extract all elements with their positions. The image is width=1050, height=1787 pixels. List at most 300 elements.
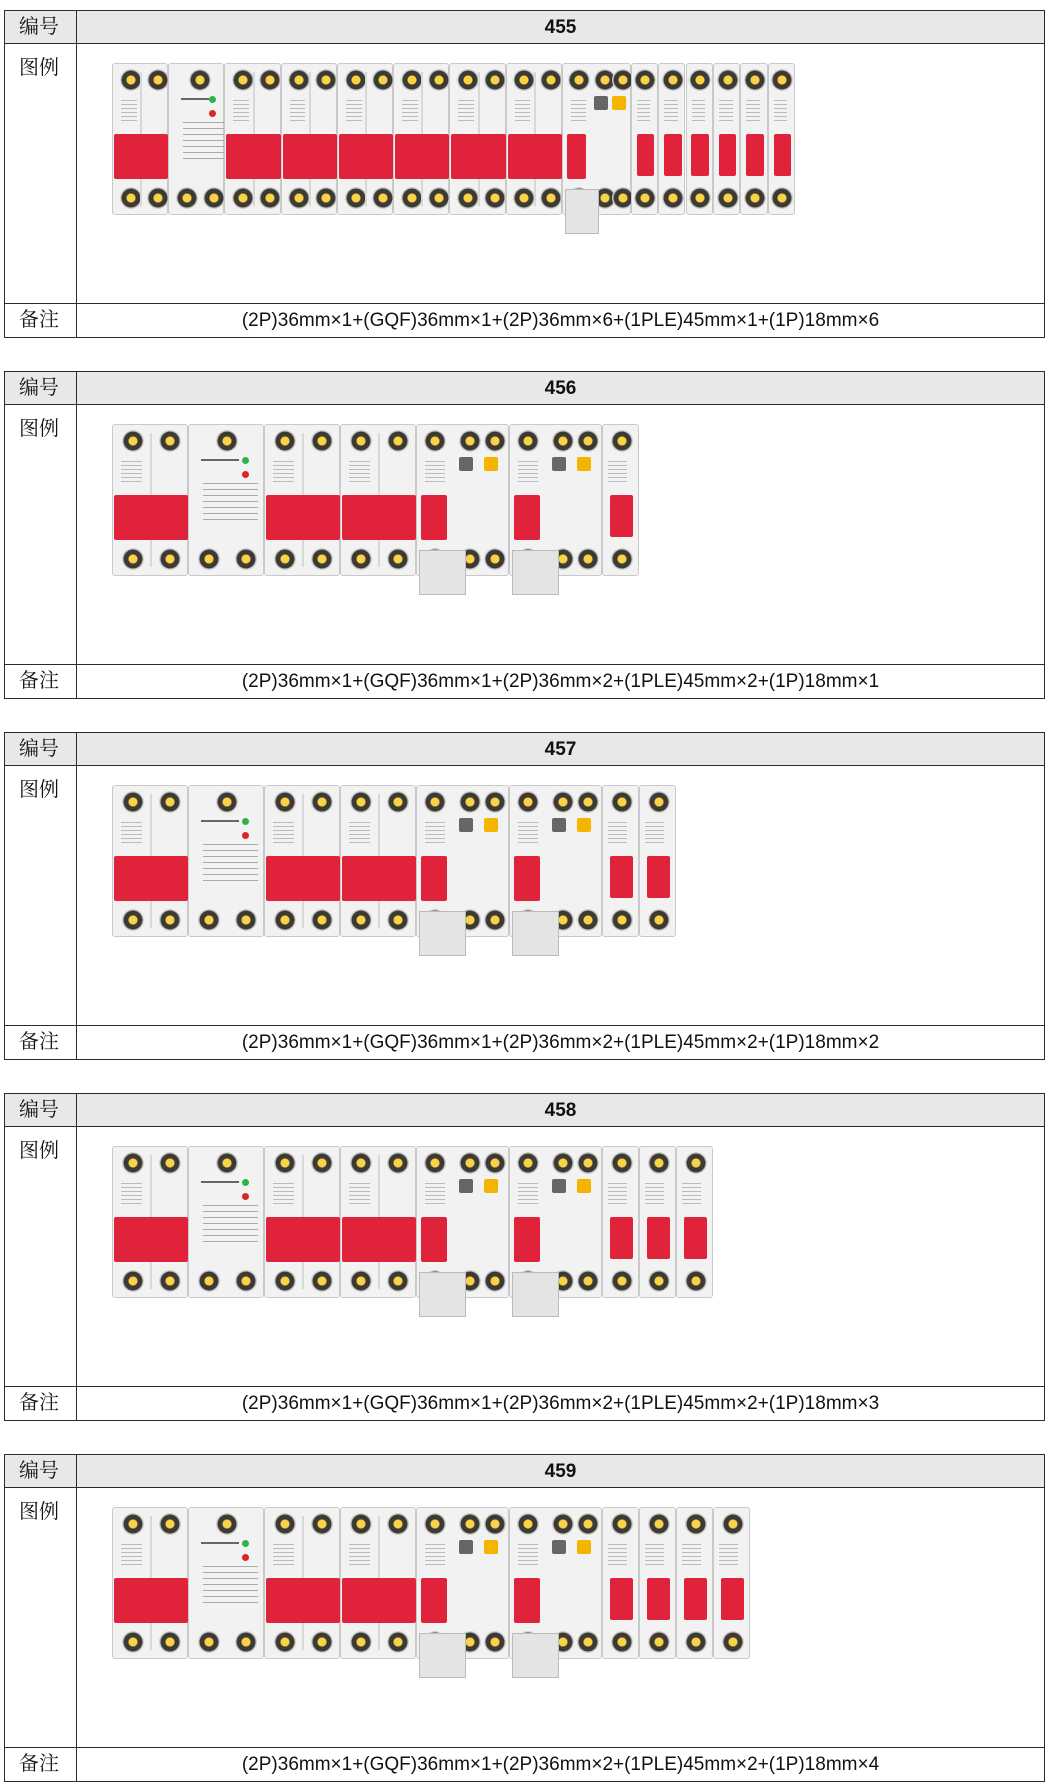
terminal-screw-icon <box>311 909 333 931</box>
terminal-screw-icon <box>147 187 169 209</box>
rating-label <box>273 461 294 483</box>
terminal-screw-icon <box>122 1631 144 1653</box>
test-button-icon <box>577 457 591 471</box>
rating-label <box>402 100 418 122</box>
terminal-screw-icon <box>122 1270 144 1292</box>
terminal-screw-icon <box>198 548 220 570</box>
terminal-screw-icon <box>611 1631 633 1653</box>
terminal-screw-icon <box>457 187 479 209</box>
breaker-2p <box>264 1507 340 1659</box>
terminal-screw-icon <box>311 791 333 813</box>
switch-handle <box>421 1578 447 1623</box>
switch-handle <box>610 495 634 537</box>
switch-handle <box>114 134 168 179</box>
terminal-screw-icon <box>274 430 296 452</box>
terminal-screw-icon <box>689 187 711 209</box>
leakage-module <box>565 189 599 234</box>
number-value: 457 <box>544 739 577 760</box>
number-label: 编号 <box>5 1455 77 1487</box>
figure-row <box>5 1488 1044 1748</box>
terminal-screw-icon <box>577 1631 599 1653</box>
terminal-screw-icon <box>315 69 337 91</box>
terminal-screw-icon <box>611 909 633 931</box>
test-button-icon <box>484 1179 498 1193</box>
terminal-screw-icon <box>387 548 409 570</box>
terminal-screw-icon <box>484 548 506 570</box>
table-459 <box>4 1454 1045 1782</box>
power-led-icon <box>209 96 216 103</box>
protect-led-icon <box>242 471 249 478</box>
breaker-1p <box>639 1507 676 1659</box>
protect-led-icon <box>242 1554 249 1561</box>
terminal-screw-icon <box>159 548 181 570</box>
table-457 <box>4 732 1045 1060</box>
rating-label <box>719 100 733 122</box>
terminal-screw-icon <box>235 1631 257 1653</box>
terminal-screw-icon <box>484 1631 506 1653</box>
switch-handle <box>514 1217 540 1262</box>
terminal-screw-icon <box>345 69 367 91</box>
terminal-screw-icon <box>459 791 481 813</box>
terminal-screw-icon <box>311 1631 333 1653</box>
switch-handle <box>514 856 540 901</box>
breaker-1p <box>602 1146 639 1298</box>
rating-label <box>608 461 627 483</box>
power-led-icon <box>242 457 249 464</box>
switch-handle <box>283 134 337 179</box>
breaker-2p <box>224 63 280 215</box>
breaker-2p <box>264 424 340 576</box>
switch-handle <box>342 495 416 540</box>
breaker-2p <box>340 424 416 576</box>
terminal-screw-icon <box>350 791 372 813</box>
rating-label <box>273 1544 294 1566</box>
table-455 <box>4 10 1045 338</box>
breaker-1p <box>713 1507 750 1659</box>
power-led-icon <box>242 1540 249 1547</box>
figure-label: 图例 <box>5 1488 77 1747</box>
breaker-2p <box>340 785 416 937</box>
terminal-screw-icon <box>274 909 296 931</box>
leakage-module <box>512 1633 559 1678</box>
note-value: (2P)36mm×1+(GQF)36mm×1+(2P)36mm×2+(1PLE)45mm×2+(1P)18mm×2 <box>241 1032 880 1053</box>
terminal-screw-icon <box>744 187 766 209</box>
breaker-gqf <box>188 785 264 937</box>
number-label: 编号 <box>5 1094 77 1126</box>
header-row <box>5 11 1044 44</box>
terminal-screw-icon <box>203 187 225 209</box>
leakage-module <box>512 550 559 595</box>
figure-row <box>5 766 1044 1026</box>
terminal-screw-icon <box>387 1152 409 1174</box>
test-button-icon <box>577 1540 591 1554</box>
terminal-screw-icon <box>198 1270 220 1292</box>
power-led-icon <box>242 818 249 825</box>
note-row <box>5 665 1044 698</box>
rating-label <box>774 100 788 122</box>
switch-handle <box>610 1578 634 1620</box>
breaker-1p <box>602 785 639 937</box>
terminal-screw-icon <box>552 430 574 452</box>
breaker-1ple <box>509 785 602 937</box>
spec-text <box>183 122 223 164</box>
breaker-gqf <box>188 1146 264 1298</box>
figure-row <box>5 1127 1044 1387</box>
number-label: 编号 <box>5 372 77 404</box>
terminal-screw-icon <box>216 430 238 452</box>
terminal-screw-icon <box>722 1631 744 1653</box>
terminal-screw-icon <box>122 791 144 813</box>
terminal-screw-icon <box>232 187 254 209</box>
terminal-screw-icon <box>401 187 423 209</box>
terminal-screw-icon <box>611 791 633 813</box>
terminal-screw-icon <box>350 1513 372 1535</box>
rating-label <box>349 1544 370 1566</box>
switch-handle <box>691 134 709 176</box>
breaker-1ple <box>416 1146 509 1298</box>
terminal-screw-icon <box>274 1270 296 1292</box>
breaker-2p <box>112 785 188 937</box>
terminal-screw-icon <box>122 430 144 452</box>
breaker-gqf <box>188 424 264 576</box>
terminal-screw-icon <box>350 430 372 452</box>
switch-handle <box>266 1217 340 1262</box>
terminal-screw-icon <box>484 69 506 91</box>
header-row <box>5 733 1044 766</box>
switch-handle <box>114 495 188 540</box>
terminal-screw-icon <box>577 909 599 931</box>
reset-button-icon <box>459 1540 473 1554</box>
rating-label <box>425 1183 445 1205</box>
terminal-screw-icon <box>685 1631 707 1653</box>
rating-label <box>746 100 760 122</box>
test-button-icon <box>612 96 626 110</box>
figure-cell <box>77 1127 1044 1386</box>
terminal-screw-icon <box>771 187 793 209</box>
breaker-1p <box>713 63 740 215</box>
note-label: 备注 <box>5 1748 77 1781</box>
terminal-screw-icon <box>235 548 257 570</box>
breaker-2p <box>449 63 505 215</box>
rating-label <box>719 1544 738 1566</box>
terminal-screw-icon <box>771 69 793 91</box>
breaker-1p <box>639 1146 676 1298</box>
note-label: 备注 <box>5 304 77 337</box>
terminal-screw-icon <box>274 1513 296 1535</box>
terminal-screw-icon <box>577 1270 599 1292</box>
terminal-screw-icon <box>577 548 599 570</box>
terminal-screw-icon <box>372 187 394 209</box>
terminal-screw-icon <box>685 1270 707 1292</box>
switch-handle <box>339 134 393 179</box>
terminal-screw-icon <box>159 791 181 813</box>
terminal-screw-icon <box>685 1513 707 1535</box>
terminal-screw-icon <box>122 909 144 931</box>
switch-handle <box>746 134 764 176</box>
rating-label <box>121 1183 142 1205</box>
switch-handle <box>514 495 540 540</box>
terminal-screw-icon <box>216 1513 238 1535</box>
terminal-screw-icon <box>311 1513 333 1535</box>
figure-label: 图例 <box>5 405 77 664</box>
breaker-2p <box>112 1507 188 1659</box>
terminal-screw-icon <box>311 430 333 452</box>
figure-cell <box>77 405 1044 664</box>
table-456 <box>4 371 1045 699</box>
breaker-2p <box>264 1146 340 1298</box>
terminal-screw-icon <box>350 548 372 570</box>
power-led-icon <box>242 1179 249 1186</box>
protect-led-icon <box>242 832 249 839</box>
breaker-1ple <box>509 1507 602 1659</box>
breaker-1ple <box>416 1507 509 1659</box>
leakage-module <box>419 1272 466 1317</box>
breaker-1p <box>602 424 639 576</box>
header-row <box>5 1455 1044 1488</box>
switch-handle <box>421 856 447 901</box>
test-button-icon <box>484 457 498 471</box>
terminal-screw-icon <box>484 187 506 209</box>
terminal-screw-icon <box>288 187 310 209</box>
spec-text <box>203 844 258 886</box>
terminal-screw-icon <box>120 69 142 91</box>
breaker-1p <box>631 63 658 215</box>
breaker-1p <box>602 1507 639 1659</box>
rating-label <box>645 1183 664 1205</box>
terminal-screw-icon <box>424 791 446 813</box>
note-value: (2P)36mm×1+(GQF)36mm×1+(2P)36mm×6+(1PLE)45mm×1+(1P)18mm×6 <box>241 310 880 331</box>
rating-label <box>571 100 586 122</box>
terminal-screw-icon <box>484 1270 506 1292</box>
rating-label <box>458 100 474 122</box>
terminal-screw-icon <box>345 187 367 209</box>
rating-label <box>121 822 142 844</box>
terminal-screw-icon <box>648 1152 670 1174</box>
switch-handle <box>421 495 447 540</box>
reset-button-icon <box>552 818 566 832</box>
terminal-screw-icon <box>216 1152 238 1174</box>
terminal-screw-icon <box>387 430 409 452</box>
switch-handle <box>647 1578 671 1620</box>
breaker-2p <box>112 1146 188 1298</box>
breaker-1ple <box>416 785 509 937</box>
terminal-screw-icon <box>611 1513 633 1535</box>
switch-handle <box>421 1217 447 1262</box>
terminal-screw-icon <box>232 69 254 91</box>
figure-row <box>5 44 1044 304</box>
terminal-screw-icon <box>611 548 633 570</box>
terminal-screw-icon <box>216 791 238 813</box>
terminal-screw-icon <box>662 69 684 91</box>
terminal-screw-icon <box>577 1513 599 1535</box>
reset-button-icon <box>594 96 608 110</box>
reset-button-icon <box>459 1179 473 1193</box>
breaker-2p <box>393 63 449 215</box>
terminal-screw-icon <box>235 1270 257 1292</box>
terminal-screw-icon <box>259 187 281 209</box>
breaker-1p <box>740 63 767 215</box>
terminal-screw-icon <box>350 909 372 931</box>
terminal-screw-icon <box>274 548 296 570</box>
breaker-2p <box>340 1146 416 1298</box>
terminal-screw-icon <box>484 430 506 452</box>
rating-label <box>608 1183 627 1205</box>
terminal-screw-icon <box>540 69 562 91</box>
rating-label <box>121 1544 142 1566</box>
terminal-screw-icon <box>159 1513 181 1535</box>
terminal-screw-icon <box>159 1270 181 1292</box>
terminal-screw-icon <box>459 1152 481 1174</box>
terminal-screw-icon <box>274 791 296 813</box>
terminal-screw-icon <box>662 187 684 209</box>
terminal-screw-icon <box>120 187 142 209</box>
terminal-screw-icon <box>350 1270 372 1292</box>
terminal-screw-icon <box>648 791 670 813</box>
terminal-screw-icon <box>517 1152 539 1174</box>
terminal-screw-icon <box>517 791 539 813</box>
terminal-screw-icon <box>311 1152 333 1174</box>
terminal-screw-icon <box>552 791 574 813</box>
note-row <box>5 304 1044 337</box>
terminal-screw-icon <box>484 1513 506 1535</box>
protect-led-icon <box>242 1193 249 1200</box>
switch-handle <box>664 134 682 176</box>
terminal-screw-icon <box>387 1270 409 1292</box>
table-458 <box>4 1093 1045 1421</box>
switch-handle <box>395 134 449 179</box>
number-value: 459 <box>544 1461 577 1482</box>
rating-label <box>518 461 538 483</box>
number-label: 编号 <box>5 11 77 43</box>
terminal-screw-icon <box>484 1152 506 1174</box>
terminal-screw-icon <box>552 1152 574 1174</box>
terminal-screw-icon <box>311 1270 333 1292</box>
rating-label <box>273 1183 294 1205</box>
breaker-2p <box>281 63 337 215</box>
figure-label: 图例 <box>5 1127 77 1386</box>
note-row <box>5 1026 1044 1059</box>
terminal-screw-icon <box>122 1513 144 1535</box>
terminal-screw-icon <box>552 1513 574 1535</box>
terminal-screw-icon <box>517 1513 539 1535</box>
terminal-screw-icon <box>159 430 181 452</box>
number-label: 编号 <box>5 733 77 765</box>
terminal-screw-icon <box>611 1152 633 1174</box>
rating-label <box>645 822 664 844</box>
rating-label <box>518 1183 538 1205</box>
terminal-screw-icon <box>648 1513 670 1535</box>
switch-handle <box>266 1578 340 1623</box>
leakage-module <box>512 1272 559 1317</box>
terminal-screw-icon <box>484 909 506 931</box>
terminal-screw-icon <box>634 187 656 209</box>
protect-led-icon <box>209 110 216 117</box>
breaker-gqf <box>168 63 224 215</box>
terminal-screw-icon <box>428 69 450 91</box>
model-label <box>201 459 239 461</box>
terminal-screw-icon <box>689 69 711 91</box>
reset-button-icon <box>552 1540 566 1554</box>
test-button-icon <box>577 1179 591 1193</box>
rating-label <box>290 100 306 122</box>
breaker-2p <box>112 424 188 576</box>
terminal-screw-icon <box>717 187 739 209</box>
switch-handle <box>114 856 188 901</box>
rating-label <box>121 461 142 483</box>
rating-label <box>425 1544 445 1566</box>
reset-button-icon <box>552 1179 566 1193</box>
model-label <box>201 820 239 822</box>
rating-label <box>121 100 137 122</box>
switch-handle <box>514 1578 540 1623</box>
switch-handle <box>342 856 416 901</box>
switch-handle <box>647 1217 671 1259</box>
terminal-screw-icon <box>648 1270 670 1292</box>
figure-row <box>5 405 1044 665</box>
terminal-screw-icon <box>513 187 535 209</box>
note-value: (2P)36mm×1+(GQF)36mm×1+(2P)36mm×2+(1PLE)45mm×2+(1P)18mm×4 <box>241 1754 880 1775</box>
note-row <box>5 1387 1044 1420</box>
test-button-icon <box>484 818 498 832</box>
switch-handle <box>684 1578 708 1620</box>
terminal-screw-icon <box>401 69 423 91</box>
rating-label <box>608 822 627 844</box>
figure-cell <box>77 766 1044 1025</box>
breaker-1p <box>658 63 685 215</box>
terminal-screw-icon <box>235 909 257 931</box>
rating-label <box>349 1183 370 1205</box>
terminal-screw-icon <box>459 430 481 452</box>
terminal-screw-icon <box>198 909 220 931</box>
breaker-1ple <box>416 424 509 576</box>
terminal-screw-icon <box>744 69 766 91</box>
rating-label <box>518 822 538 844</box>
terminal-screw-icon <box>159 1631 181 1653</box>
note-value: (2P)36mm×1+(GQF)36mm×1+(2P)36mm×2+(1PLE)45mm×2+(1P)18mm×1 <box>241 671 880 692</box>
terminal-screw-icon <box>159 1152 181 1174</box>
breaker-1p <box>686 63 713 215</box>
breaker-2p <box>112 63 168 215</box>
spec-text <box>203 483 258 525</box>
leakage-module <box>419 911 466 956</box>
figure-label: 图例 <box>5 44 77 303</box>
spec-text <box>203 1566 258 1608</box>
header-row <box>5 372 1044 405</box>
terminal-screw-icon <box>311 548 333 570</box>
switch-handle <box>226 134 280 179</box>
switch-handle <box>114 1217 188 1262</box>
breaker-1p <box>676 1146 713 1298</box>
terminal-screw-icon <box>274 1631 296 1653</box>
terminal-screw-icon <box>259 69 281 91</box>
terminal-screw-icon <box>428 187 450 209</box>
leakage-module <box>419 1633 466 1678</box>
terminal-screw-icon <box>717 69 739 91</box>
rating-label <box>233 100 249 122</box>
rating-label <box>515 100 531 122</box>
terminal-screw-icon <box>459 1513 481 1535</box>
terminal-screw-icon <box>176 187 198 209</box>
terminal-screw-icon <box>122 1152 144 1174</box>
rating-label <box>349 461 370 483</box>
breaker-1p <box>768 63 795 215</box>
rating-label <box>637 100 651 122</box>
model-label <box>201 1181 239 1183</box>
terminal-screw-icon <box>198 1631 220 1653</box>
breaker-1ple <box>509 1146 602 1298</box>
number-value: 456 <box>544 378 577 399</box>
reset-button-icon <box>459 457 473 471</box>
